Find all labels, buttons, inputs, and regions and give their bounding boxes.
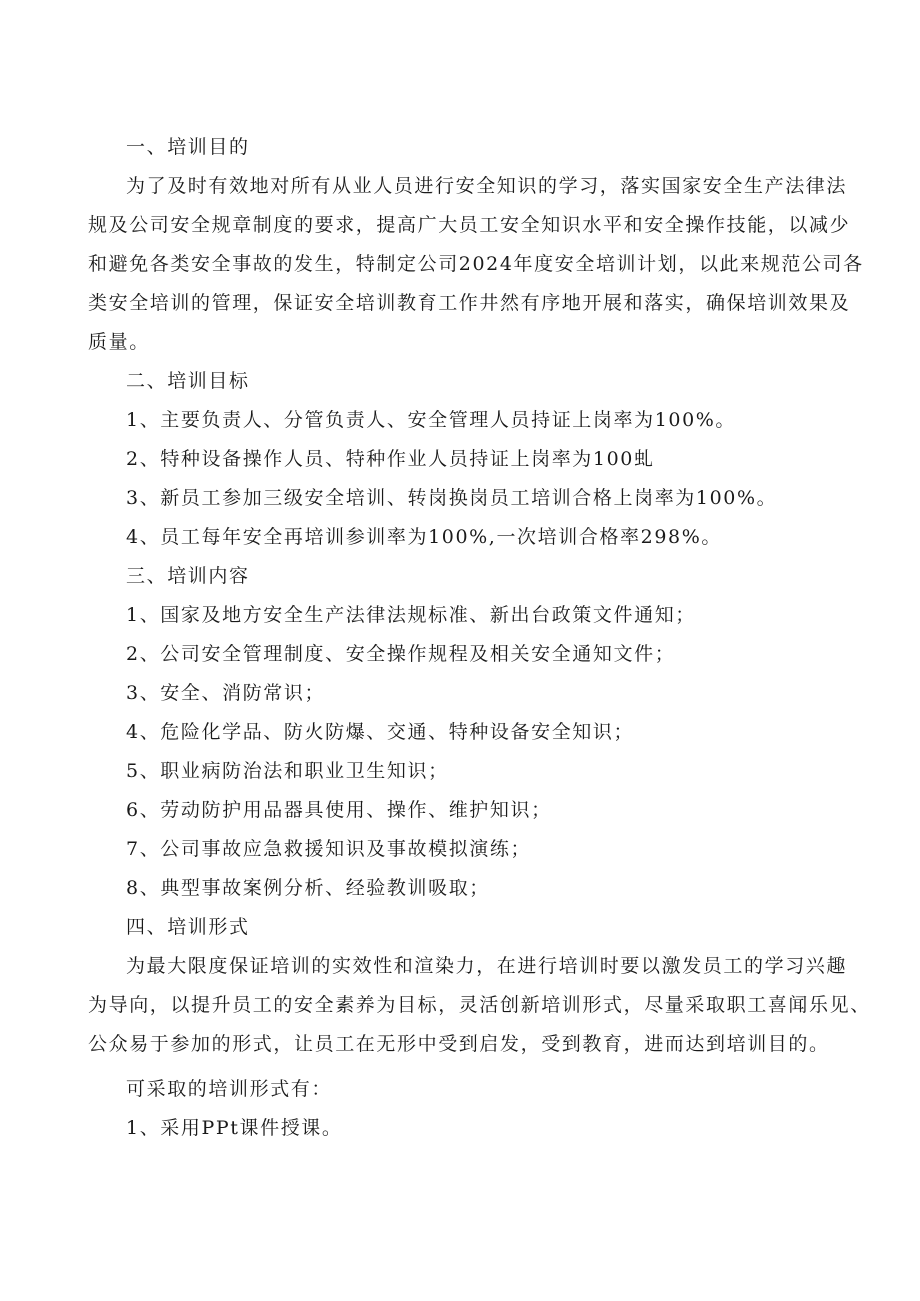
sub-intro: 可采取的培训形式有：	[126, 1078, 333, 1100]
list-item: 2、公司安全管理制度、安全操作规程及相关安全通知文件；	[126, 643, 676, 665]
paragraph-line: 公众易于参加的形式，让员工在无形中受到启发，受到教育，进而达到培训目的。	[88, 1033, 830, 1055]
paragraph-line: 和避免各类安全事故的发生，特制定公司2024年度安全培训计划，以此来规范公司各	[88, 253, 864, 275]
section-heading: 四、培训形式	[126, 916, 250, 938]
list-item: 5、职业病防治法和职业卫生知识；	[126, 760, 449, 782]
paragraph-line: 类安全培训的管理，保证安全培训教育工作井然有序地开展和落实，确保培训效果及	[88, 292, 851, 314]
paragraph-line: 为最大限度保证培训的实效性和渲染力，在进行培训时要以激发员工的学习兴趣	[126, 955, 848, 977]
paragraph-line: 质量。	[88, 331, 150, 353]
list-item: 4、员工每年安全再培训参训率为100%,一次培训合格率298%。	[126, 526, 722, 548]
section-heading: 三、培训内容	[126, 565, 250, 587]
list-item: 3、安全、消防常识；	[126, 682, 326, 704]
paragraph-line: 为了及时有效地对所有从业人员进行安全知识的学习，落实国家安全生产法律法	[126, 175, 848, 197]
list-item: 4、危险化学品、防火防爆、交通、特种设备安全知识；	[126, 721, 635, 743]
paragraph	[88, 947, 871, 1064]
list-item: 7、公司事故应急救援知识及事故模拟演练；	[126, 838, 532, 860]
paragraph-line: 规及公司安全规章制度的要求，提高广大员工安全知识水平和安全操作技能，以减少	[88, 214, 851, 236]
list-item: 1、国家及地方安全生产法律法规标准、新出台政策文件通知；	[126, 604, 696, 626]
section-heading: 一、培训目的	[126, 136, 250, 158]
list-item: 3、新员工参加三级安全培训、转岗换岗员工培训合格上岗率为100%。	[126, 487, 778, 509]
list-item: 1、主要负责人、分管负责人、安全管理人员持证上岗率为100%。	[126, 409, 737, 431]
paragraph	[88, 167, 864, 362]
section-heading: 二、培训目标	[126, 370, 250, 392]
list-item: 8、典型事故案例分析、经验教训吸取；	[126, 877, 490, 899]
list-item: 2、特种设备操作人员、特种作业人员持证上岗率为100虬	[126, 448, 655, 470]
paragraph-line: 为导向，以提升员工的安全素养为目标，灵活创新培训形式，尽量采取职工喜闻乐见、	[88, 994, 871, 1016]
list-item: 1、采用PPt课件授课。	[126, 1117, 343, 1139]
list-item: 6、劳动防护用品器具使用、操作、维护知识；	[126, 799, 552, 821]
document-page	[88, 128, 871, 1148]
